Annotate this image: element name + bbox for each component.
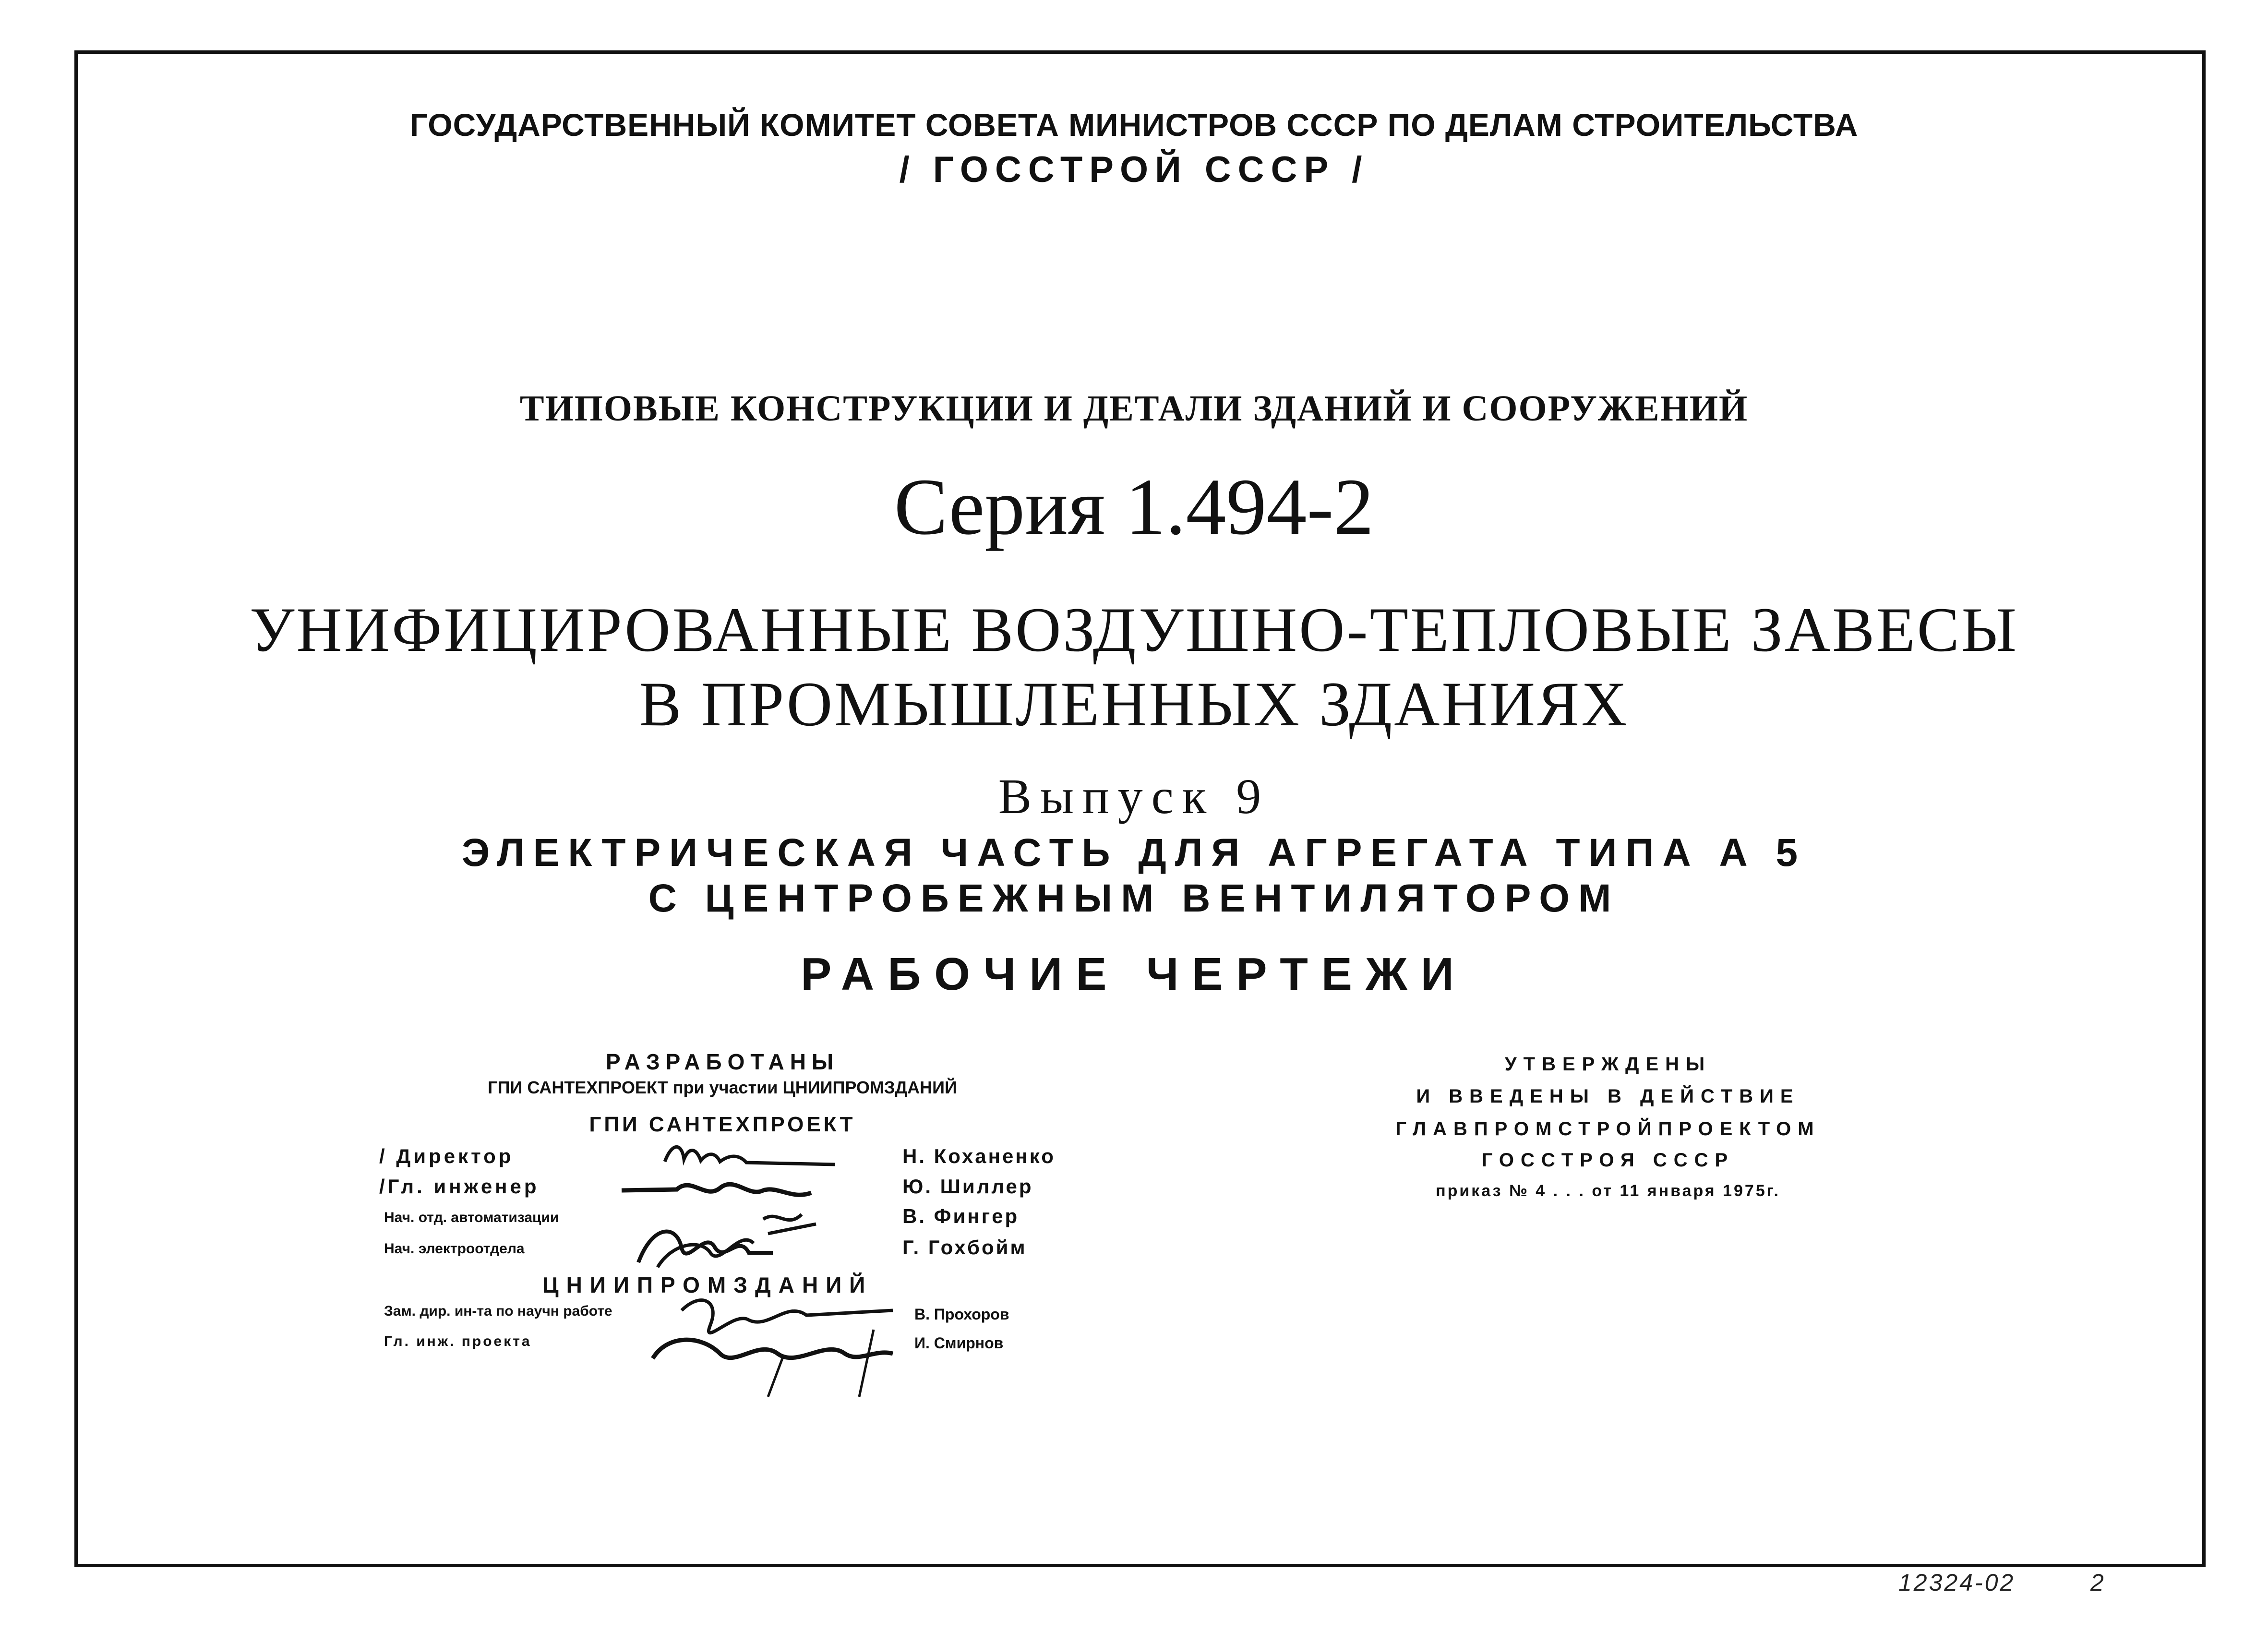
- role-project-engineer: Гл. инж. проекта: [384, 1333, 532, 1349]
- approved-line-3: ГОССТРОЯ СССР: [1481, 1150, 1735, 1171]
- typical-constructions-line: ТИПОВЫЕ КОНСТРУКЦИИ И ДЕТАЛИ ЗДАНИЙ И СООРУЖЕНИЙ: [519, 388, 1749, 429]
- name-automation-head: В. Фингер: [902, 1205, 1020, 1227]
- working-drawings-label: РАБОЧИЕ ЧЕРТЕЖИ: [801, 948, 1467, 1000]
- name-project-engineer: И. Смирнов: [914, 1334, 1004, 1352]
- issue-subtitle-line-2: С ЦЕНТРОБЕЖНЫМ ВЕНТИЛЯТОРОМ: [648, 876, 1620, 920]
- developed-by: ГПИ САНТЕХПРОЕКТ при участии ЦНИИПРОМЗДАНИЙ: [488, 1078, 957, 1097]
- approval-order: приказ № 4 . . . от 11 января 1975г.: [1436, 1182, 1780, 1200]
- approved-heading: УТВЕРЖДЕНЫ: [1504, 1054, 1712, 1075]
- developer-org-2: ЦНИИПРОМЗДАНИЙ: [542, 1272, 873, 1297]
- committee-header: ГОСУДАРСТВЕННЫЙ КОМИТЕТ СОВЕТА МИНИСТРОВ СССР ПО ДЕЛАМ СТРОИТЕЛЬСТВА: [409, 107, 1859, 143]
- name-director: Н. Коханенко: [902, 1145, 1056, 1167]
- approved-line-1: И ВВЕДЕНЫ В ДЕЙСТВИЕ: [1416, 1086, 1800, 1107]
- issue-number: Выпуск 9: [998, 769, 1270, 824]
- series-number: Серия 1.494-2: [894, 462, 1374, 552]
- sheet-code: 12324-02: [1898, 1569, 2016, 1596]
- sheet-number: 2: [2090, 1569, 2104, 1596]
- name-deputy-director: В. Прохоров: [914, 1306, 1009, 1323]
- name-electrical-head: Г. Гохбойм: [902, 1236, 1027, 1259]
- signature-deputy-director: [624, 1282, 912, 1402]
- issue-subtitle-line-1: ЭЛЕКТРИЧЕСКАЯ ЧАСТЬ ДЛЯ АГРЕГАТА ТИПА А 5: [461, 831, 1807, 875]
- developer-org-1: ГПИ САНТЕХПРОЕКТ: [589, 1113, 856, 1136]
- role-deputy-director: Зам. дир. ин-та по научн работе: [384, 1303, 612, 1319]
- role-chief-engineer: /Гл. инженер: [379, 1175, 540, 1198]
- document-title-line-2: В ПРОМЫШЛЕННЫХ ЗДАНИЯХ: [639, 669, 1629, 739]
- role-electrical-head: Нач. электроотдела: [384, 1241, 525, 1257]
- role-automation-head: Нач. отд. автоматизации: [384, 1210, 559, 1225]
- signature-director: [662, 1138, 845, 1176]
- name-chief-engineer: Ю. Шиллер: [902, 1175, 1033, 1198]
- role-director: / Директор: [379, 1145, 514, 1167]
- developed-heading: РАЗРАБОТАНЫ: [605, 1049, 840, 1074]
- gosstroy-header: / ГОССТРОЙ СССР /: [899, 149, 1369, 190]
- signature-electrical-head: [634, 1214, 778, 1272]
- document-title-line-1: УНИФИЦИРОВАННЫЕ ВОЗДУШНО-ТЕПЛОВЫЕ ЗАВЕСЫ: [249, 594, 2018, 665]
- approved-line-2: ГЛАВПРОМСТРОЙПРОЕКТОМ: [1395, 1118, 1821, 1140]
